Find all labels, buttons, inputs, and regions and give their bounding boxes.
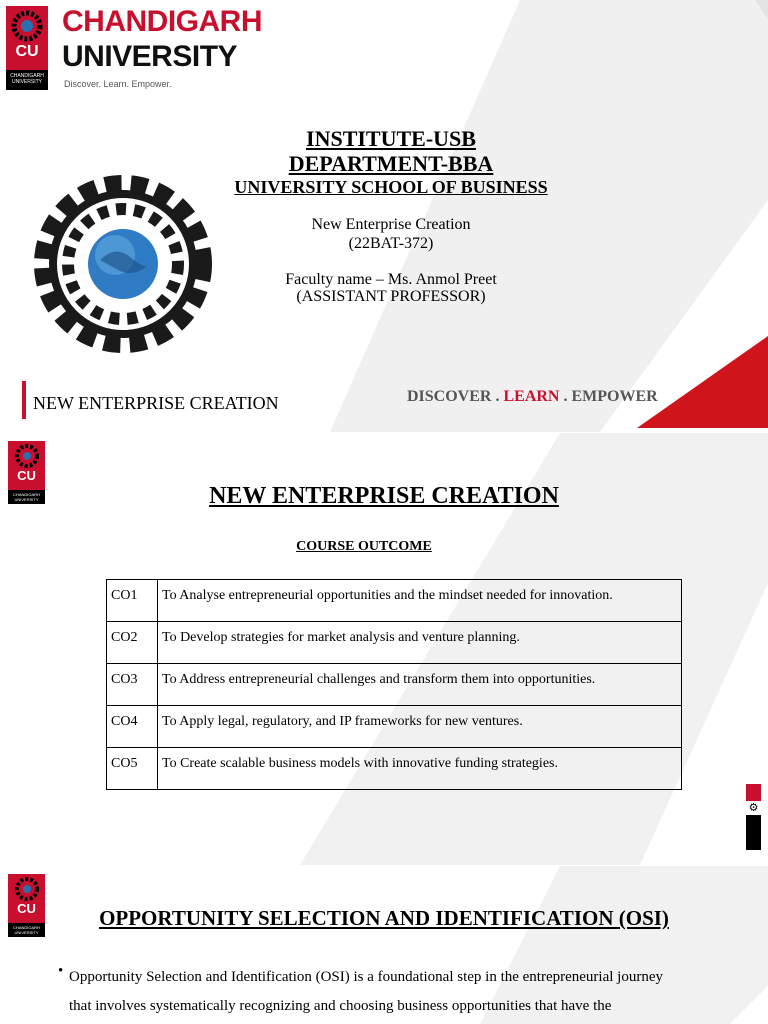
course-name: New Enterprise Creation: [311, 216, 471, 233]
cu-emblem-icon: [14, 876, 40, 902]
school-heading: UNIVERSITY SCHOOL OF BUSINESS: [234, 177, 548, 197]
motto-learn: LEARN: [503, 388, 560, 405]
co-description: To Analyse entrepreneurial opportunities and the mindset needed for innovation.: [158, 580, 682, 622]
title-slide: [0, 0, 768, 432]
brand-tagline: Discover. Learn. Empower.: [64, 79, 172, 89]
co-description: To Address entrepreneurial challenges and transform them into opportunities.: [158, 664, 682, 706]
bullet-text: [69, 963, 759, 1021]
co-description: To Create scalable business models with innovative funding strategies.: [158, 748, 682, 790]
co-code: CO4: [107, 706, 158, 748]
table-row: [107, 622, 682, 664]
motto: [407, 388, 658, 406]
table-row: [107, 580, 682, 622]
badge-text: CU: [17, 468, 36, 483]
badge-subtext: CHANDIGARH UNIVERSITY: [8, 923, 45, 937]
course-outcome-slide: [0, 433, 768, 865]
motto-empower: . EMPOWER: [559, 388, 658, 405]
faculty-designation: (ASSISTANT PROFESSOR): [296, 288, 486, 305]
slide-subtitle: COURSE OUTCOME: [296, 539, 432, 554]
gear-icon: ⚙: [746, 801, 761, 815]
cu-emblem-icon: [10, 9, 44, 43]
bullet-line-2: that involves systematically recognizing and choosing business opportunities that have the: [69, 998, 612, 1014]
department-heading: DEPARTMENT-BBA: [288, 151, 494, 176]
table-row: [107, 706, 682, 748]
course-code: (22BAT-372): [348, 235, 434, 252]
badge-subtext: CHANDIGARH UNIVERSITY: [8, 490, 45, 504]
co-code: CO2: [107, 622, 158, 664]
footer-course-title: NEW ENTERPRISE CREATION: [33, 393, 279, 413]
badge-text: CU: [17, 901, 36, 916]
co-description: To Develop strategies for market analysis and venture planning.: [158, 622, 682, 664]
bullet-line-1: Opportunity Selection and Identification (OSI) is a foundational step in the entrepreneurial journey: [69, 969, 663, 985]
co-code: CO3: [107, 664, 158, 706]
table-row: [107, 664, 682, 706]
bullet-icon: •: [58, 963, 64, 979]
brand-line-2: UNIVERSITY: [62, 40, 238, 73]
slide-title: OPPORTUNITY SELECTION AND IDENTIFICATION (OSI): [99, 906, 669, 930]
faculty-name: Faculty name – Ms. Anmol Preet: [285, 271, 497, 288]
cu-logo-badge: [6, 6, 48, 90]
badge-text: CU: [15, 43, 39, 60]
institute-heading: INSTITUTE-USB: [306, 126, 476, 151]
brand-line-1: CHANDIGARH: [62, 5, 262, 38]
co-code: CO1: [107, 580, 158, 622]
cu-emblem-icon: [14, 443, 40, 469]
course-outcome-table: [106, 579, 682, 790]
footer-accent-bar: [22, 381, 26, 419]
edge-badge: [746, 784, 761, 850]
slide-title: NEW ENTERPRISE CREATION: [209, 483, 559, 509]
table-row: [107, 748, 682, 790]
co-description: To Apply legal, regulatory, and IP frameworks for new ventures.: [158, 706, 682, 748]
osi-slide: [0, 866, 768, 1024]
co-code: CO5: [107, 748, 158, 790]
motto-discover: DISCOVER .: [407, 388, 504, 405]
badge-subtext: CHANDIGARH UNIVERSITY: [6, 70, 48, 90]
